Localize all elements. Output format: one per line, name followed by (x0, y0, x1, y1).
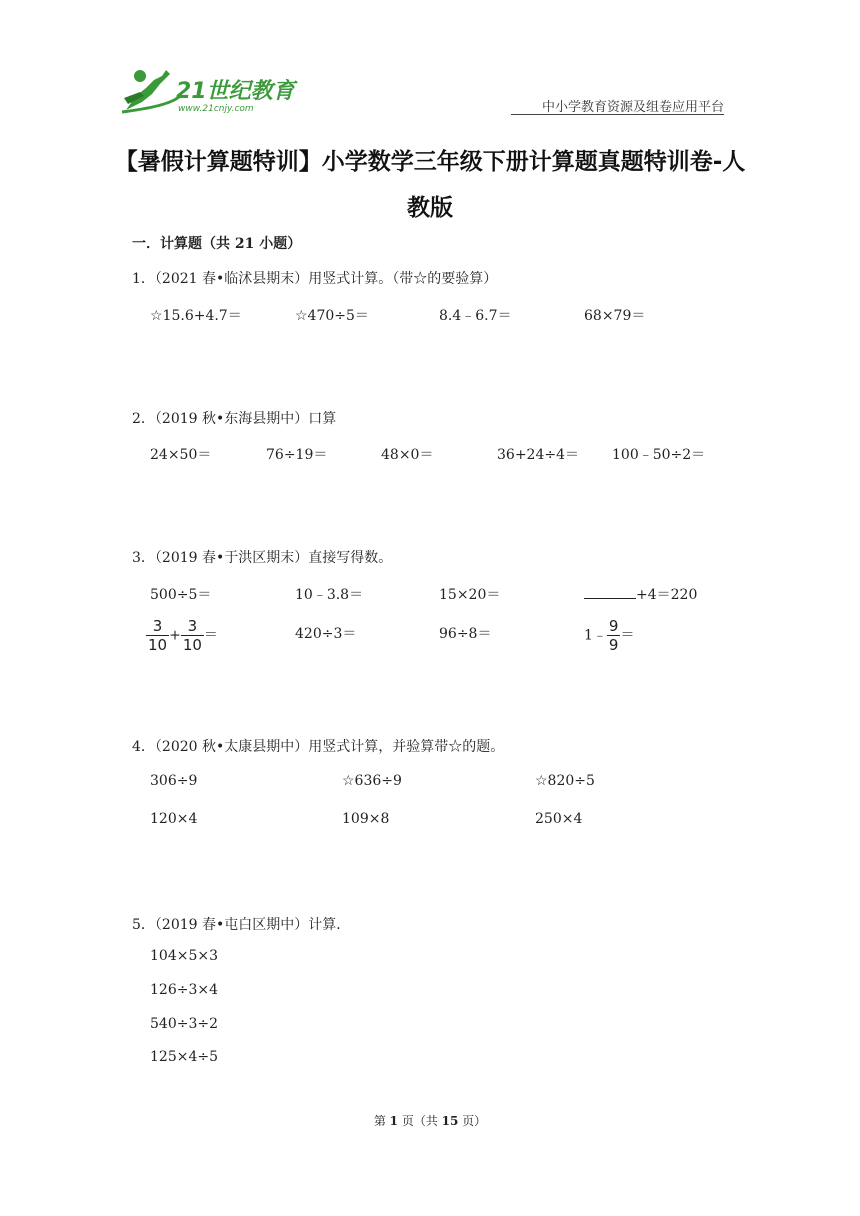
q4-item: 120×4 (150, 811, 198, 827)
q3-fraction-diff: 1﹣ $\frac{9}{9}$ ＝ (584, 617, 635, 654)
q3-item: 420÷3＝ (295, 626, 357, 642)
q3-item: 96÷8＝ (439, 626, 492, 642)
q2-item: 100﹣50÷2＝ (612, 447, 706, 463)
page-total: 15 (441, 1114, 459, 1128)
q4-item: 250×4 (535, 811, 583, 827)
q5-item: 104×5×3 (150, 948, 218, 964)
q1-item: ☆15.6+4.7＝ (150, 308, 242, 324)
q2-item: 76÷19＝ (266, 447, 328, 463)
header-divider (511, 114, 724, 115)
platform-name: 中小学教育资源及组卷应用平台 (541, 100, 724, 115)
q5-item: 125×4÷5 (150, 1049, 218, 1065)
q3-fraction-sum: $\frac{3}{10}$ + $\frac{3}{10}$ ＝ (148, 617, 218, 654)
page-footer: 第 1 页（共 15 页） (373, 1114, 487, 1128)
q3-item: 10﹣3.8＝ (295, 587, 364, 603)
fraction: $\frac{9}{9}$ (608, 617, 619, 654)
q4-item: 109×8 (342, 811, 390, 827)
question-4-label: 4．（2020 秋•太康县期中）用竖式计算，并验算带☆的题。 (132, 739, 505, 755)
fraction: $\frac{3}{10}$ (182, 617, 202, 654)
section-heading: 一．计算题（共 21 小题） (132, 236, 302, 252)
answer-blank (584, 584, 636, 599)
q3-item: 500÷5＝ (150, 587, 212, 603)
q5-item: 126÷3×4 (150, 982, 218, 998)
q3-blank-expr: +4＝220 (636, 587, 698, 603)
page-number: 1 (389, 1114, 398, 1128)
fraction: $\frac{3}{10}$ (148, 617, 168, 654)
q1-item: 8.4﹣6.7＝ (439, 308, 512, 324)
page-title-line1: 【暑假计算题特训】小学数学三年级下册计算题真题特训卷-人 (114, 149, 746, 175)
q4-item: ☆636÷9 (342, 773, 402, 789)
q1-item: 68×79＝ (584, 308, 646, 324)
q4-item: 306÷9 (150, 773, 198, 789)
question-5-label: 5．（2019 春•屯白区期中）计算． (132, 917, 351, 933)
page-title-line2: 教版 (407, 195, 453, 221)
logo-runner-icon (120, 66, 300, 118)
q4-item: ☆820÷5 (535, 773, 595, 789)
q5-item: 540÷3÷2 (150, 1016, 218, 1032)
question-3-label: 3．（2019 春•于洪区期末）直接写得数。 (132, 550, 393, 566)
q3-blank-item (584, 584, 697, 604)
logo-text: 21世纪教育 (176, 79, 295, 104)
q2-item: 24×50＝ (150, 447, 212, 463)
q2-item: 36+24÷4＝ (497, 447, 579, 463)
q3-item: 15×20＝ (439, 587, 501, 603)
question-2-label: 2．（2019 秋•东海县期中）口算 (132, 411, 337, 427)
question-1-label: 1．（2021 春•临沭县期末）用竖式计算。（带☆的要验算） (132, 271, 498, 287)
logo (120, 66, 300, 118)
q2-item: 48×0＝ (381, 447, 434, 463)
logo-url: www.21cnjy.com (178, 104, 254, 114)
q1-item: ☆470÷5＝ (295, 308, 369, 324)
